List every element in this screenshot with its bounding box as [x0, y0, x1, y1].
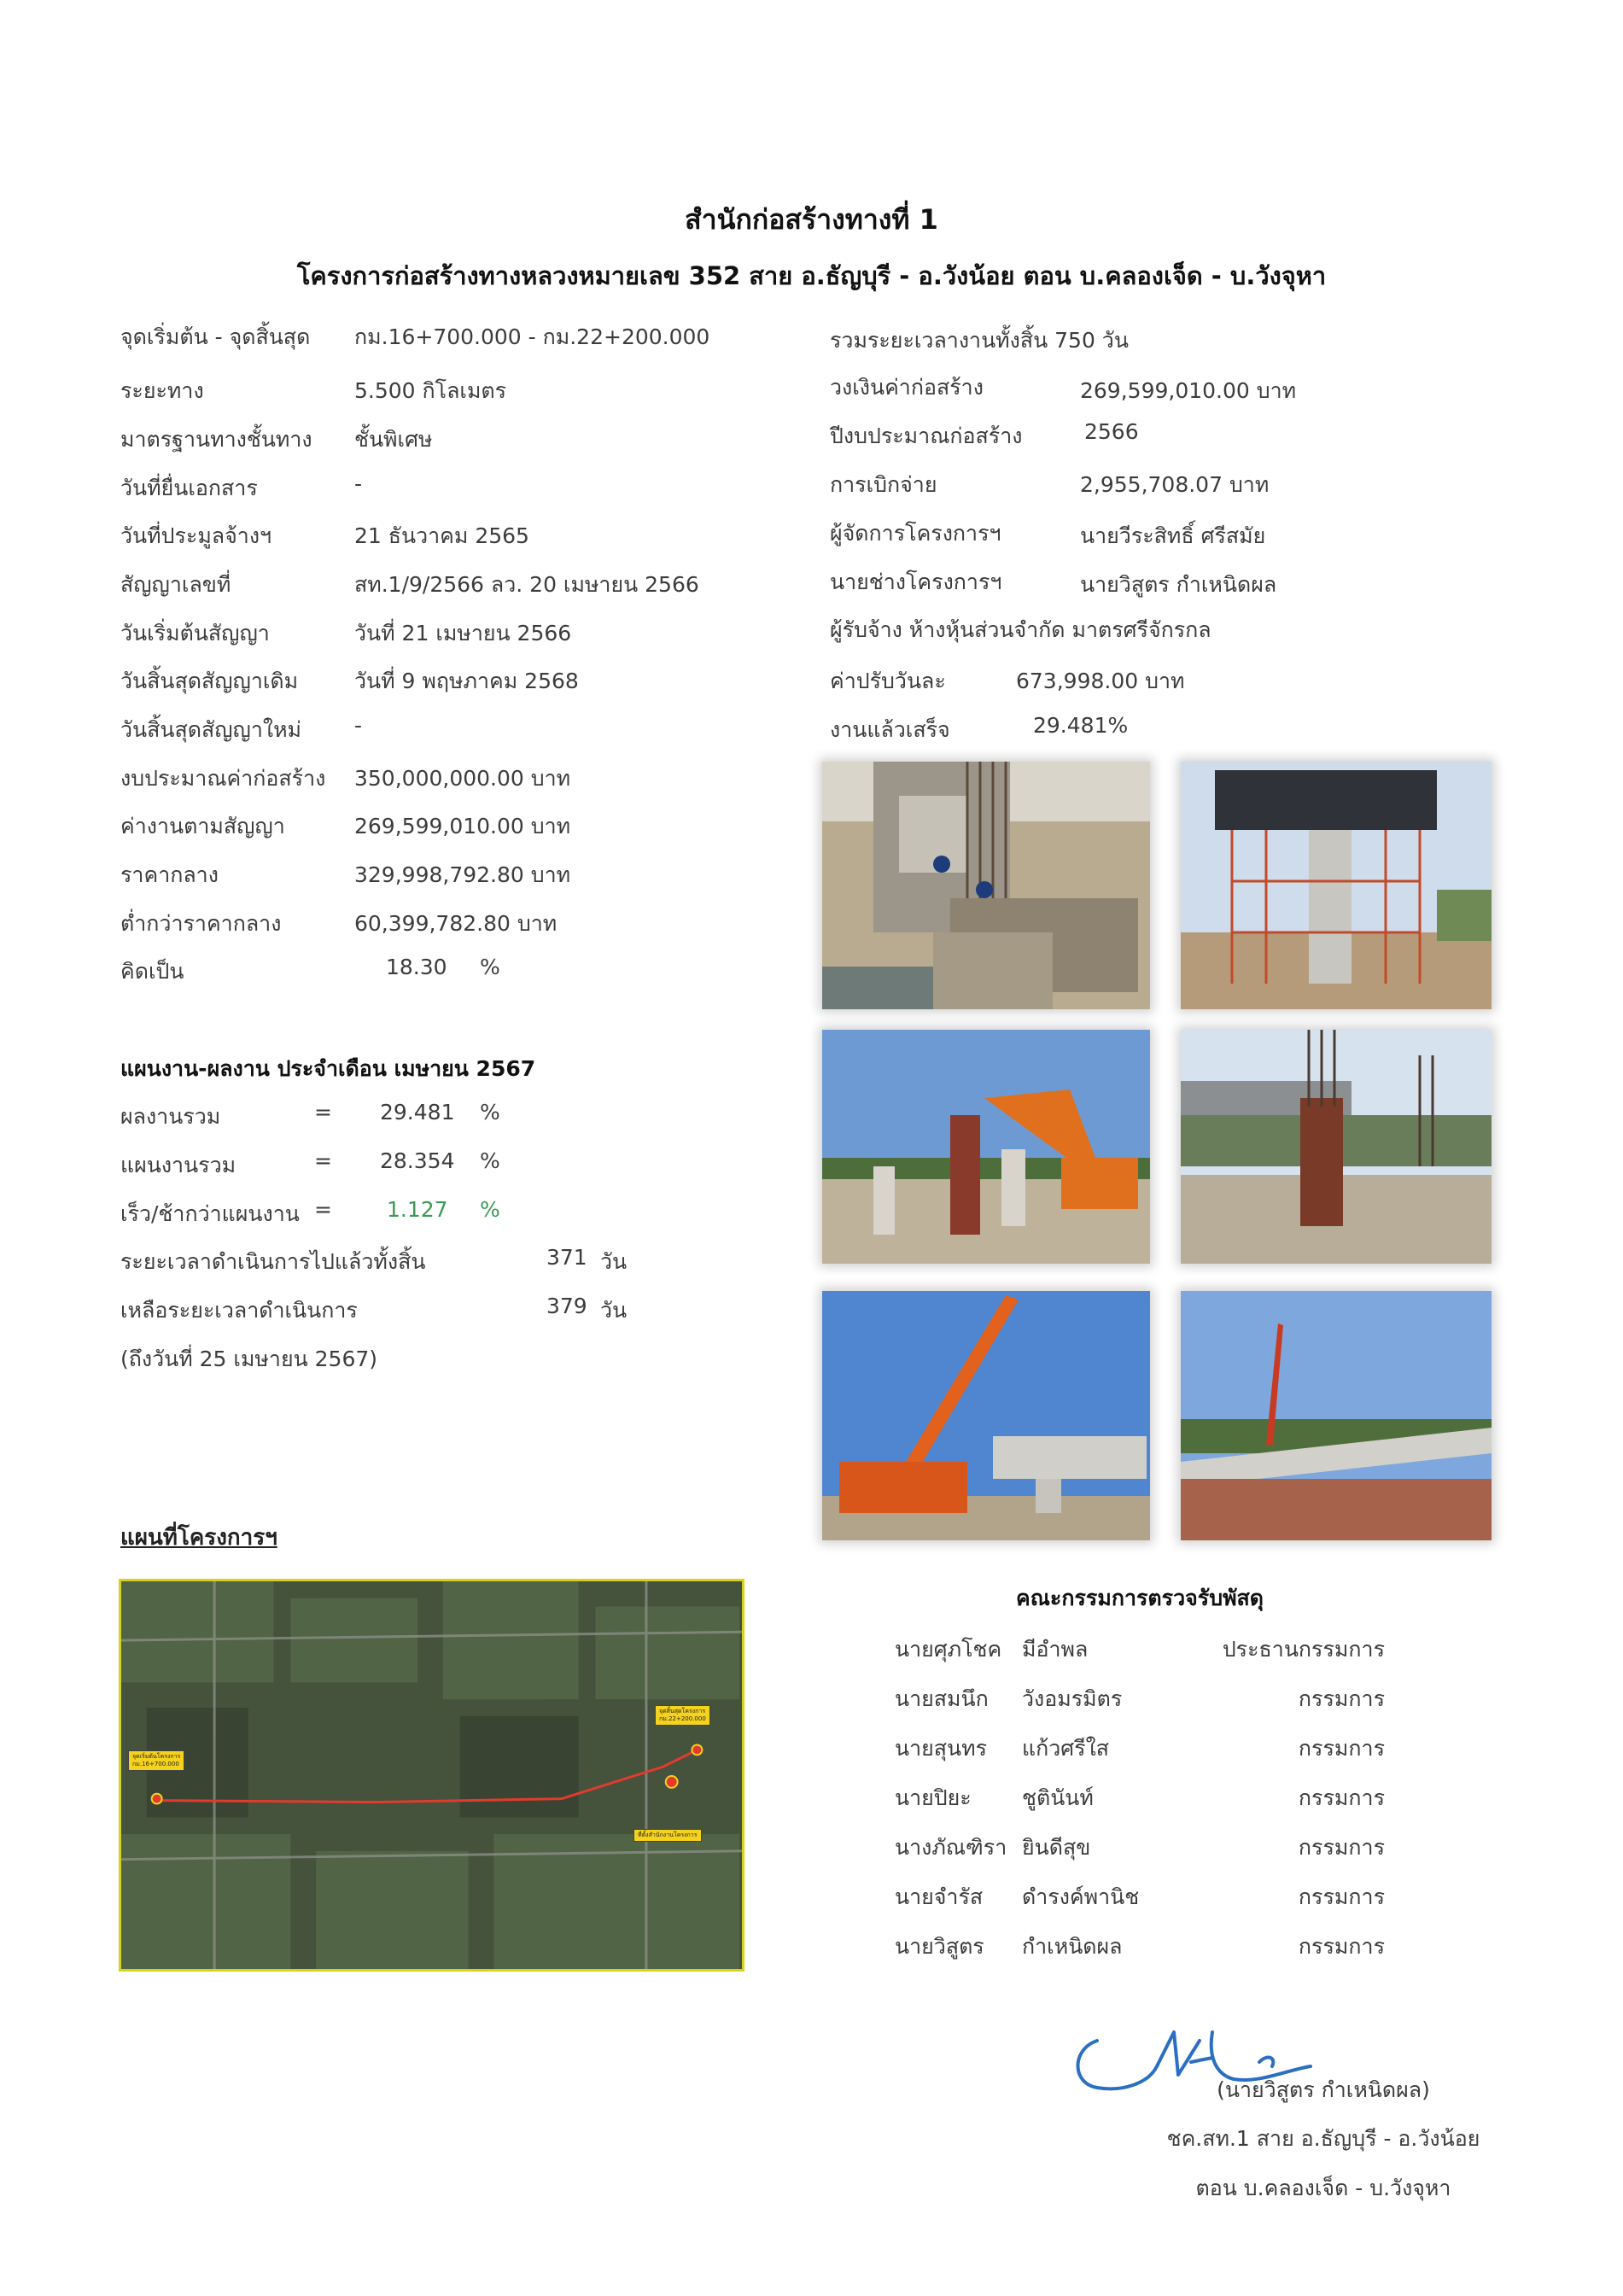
info-label: วันเริ่มต้นสัญญา [120, 621, 270, 646]
info-label: งบประมาณค่าก่อสร้าง [120, 766, 326, 791]
remaining-label: เหลือระยะเวลาดำเนินการ [120, 1298, 358, 1323]
progress-eq: = [314, 1148, 332, 1173]
info-value: ชั้นพิเศษ [354, 427, 433, 452]
info-label: ราคากลาง [120, 862, 219, 887]
remaining-value: 379 [546, 1294, 587, 1318]
photo-crane-lift [822, 1291, 1150, 1540]
info-value: 329,998,792.80 บาท [354, 862, 571, 887]
member-role: กรรมการ [1298, 1736, 1385, 1761]
right-info-label: ปีงบประมาณก่อสร้าง [830, 424, 1023, 448]
progress-title: แผนงาน-ผลงาน ประจำเดือน เมษายน 2567 [120, 1056, 536, 1081]
right-info-label: การเบิกจ่าย [830, 472, 937, 497]
map-end-label [655, 1705, 710, 1726]
right-info-value: 2,955,708.07 บาท [1080, 472, 1270, 497]
info-label: มาตรฐานทางชั้นทาง [120, 427, 312, 452]
percent-below-label: คิดเป็น [120, 959, 184, 984]
map-end-pin [692, 1744, 702, 1755]
map-start-pin [152, 1794, 162, 1804]
remaining-unit: วัน [600, 1298, 628, 1323]
info-label: วันสิ้นสุดสัญญาใหม่ [120, 717, 302, 742]
right-info-value: นายวิสูตร กำเหนิดผล [1080, 572, 1277, 597]
right-info-label: นายช่างโครงการฯ [830, 570, 1002, 594]
info-value: สท.1/9/2566 ลว. 20 เมษายน 2566 [354, 572, 699, 597]
info-value: 269,599,010.00 บาท [354, 814, 571, 838]
info-label: วันสิ้นสุดสัญญาเดิม [120, 669, 299, 693]
signatory-name: (นายวิสูตร กำเหนิดผล) [1217, 2077, 1430, 2102]
info-value: 21 ธันวาคม 2565 [354, 523, 529, 548]
progress-label: ผลงานรวม [120, 1104, 221, 1129]
signatory-position-2: ตอน บ.คลองเจ็ด - บ.วังจุหา [1195, 2176, 1451, 2200]
member-role: กรรมการ [1298, 1835, 1385, 1860]
signatory-position-1: ชค.สท.1 สาย อ.ธัญบุรี - อ.วังน้อย [1166, 2126, 1480, 2151]
member-name: นายจำรัส [895, 1884, 984, 1909]
member-surname: มีอำพล [1022, 1637, 1089, 1662]
map-end-label-line2: กม.22+200.000 [659, 1715, 706, 1722]
info-value: 60,399,782.80 บาท [354, 911, 558, 936]
member-role: กรรมการ [1298, 1785, 1385, 1810]
progress-eq: = [314, 1100, 332, 1125]
right-info-label: วงเงินค่าก่อสร้าง [830, 375, 984, 400]
info-value: - [354, 471, 363, 496]
map-title: แผนที่โครงการฯ [120, 1525, 277, 1551]
map-end-label-line1: จุดสิ้นสุดโครงการ [659, 1708, 706, 1715]
photo-concrete-pour [822, 762, 1150, 1009]
member-surname: ยินดีสุข [1022, 1835, 1091, 1860]
as-of-date: (ถึงวันที่ 25 เมษายน 2567) [120, 1347, 378, 1371]
member-surname: ดำรงค์พานิช [1022, 1884, 1140, 1909]
info-value: - [354, 713, 363, 738]
info-value: 350,000,000.00 บาท [354, 766, 571, 791]
info-label: ระยะทาง [120, 378, 204, 403]
member-name: นายวิสูตร [895, 1934, 984, 1959]
info-value: วันที่ 21 เมษายน 2566 [354, 621, 572, 646]
photo-excavator [822, 1030, 1150, 1264]
info-label: ค่างานตามสัญญา [120, 814, 285, 838]
member-name: นายสุนทร [895, 1736, 988, 1761]
fine-label: ค่าปรับวันละ [830, 669, 946, 693]
photo-bridge-deck [1181, 1291, 1492, 1540]
member-role: กรรมการ [1298, 1686, 1385, 1711]
member-surname: ชูตินันท์ [1022, 1785, 1094, 1810]
map-start-label-line1: จุดเริ่มต้นโครงการ [132, 1753, 181, 1760]
progress-eq: = [314, 1197, 332, 1222]
member-name: นายสมนึก [895, 1686, 989, 1711]
elapsed-value: 371 [546, 1245, 587, 1270]
project-title: โครงการก่อสร้างทางหลวงหมายเลข 352 สาย อ.ธัญบุรี - อ.วังน้อย ตอน บ.คลองเจ็ด - บ.วังจุหา [296, 261, 1327, 290]
done-value: 29.481% [1033, 713, 1129, 738]
info-label: วันที่ยื่นเอกสาร [120, 476, 258, 500]
info-value: 5.500 กิโลเมตร [354, 378, 507, 403]
info-label: จุดเริ่มต้น - จุดสิ้นสุด [120, 324, 311, 349]
progress-unit: % [480, 1148, 500, 1173]
map-start-label-line2: กม.16+700.000 [132, 1761, 179, 1767]
progress-ahead-value: 1.127 [387, 1197, 448, 1222]
office-title: สำนักก่อสร้างทางที่ 1 [685, 203, 938, 236]
project-map[interactable] [119, 1579, 744, 1972]
progress-ahead-unit: % [480, 1197, 500, 1222]
total-time: รวมระยะเวลางานทั้งสิ้น 750 วัน [830, 328, 1129, 353]
member-name: นายปิยะ [895, 1785, 972, 1810]
elapsed-unit: วัน [600, 1249, 628, 1274]
progress-value: 29.481 [380, 1100, 455, 1125]
map-start-label [128, 1750, 184, 1771]
progress-value: 28.354 [380, 1148, 455, 1173]
map-office-label: ที่ตั้งสำนักงานโครงการ [633, 1829, 702, 1842]
right-info-value: 2566 [1084, 419, 1139, 444]
percent-below-unit: % [480, 955, 500, 979]
member-surname: กำเหนิดผล [1022, 1934, 1123, 1959]
info-value: วันที่ 9 พฤษภาคม 2568 [354, 669, 579, 693]
committee-title: คณะกรรมการตรวจรับพัสดุ [1016, 1586, 1264, 1610]
progress-unit: % [480, 1100, 500, 1125]
info-value: กม.16+700.000 - กม.22+200.000 [354, 324, 710, 349]
map-office-pin [666, 1776, 678, 1788]
done-label: งานแล้วเสร็จ [830, 717, 950, 742]
member-role: ประธานกรรมการ [1222, 1637, 1385, 1662]
right-info-value: 269,599,010.00 บาท [1080, 378, 1297, 403]
progress-label: เร็ว/ช้ากว่าแผนงาน [120, 1201, 300, 1226]
percent-below-value: 18.30 [386, 955, 447, 979]
photo-pier-rebar [1181, 1030, 1492, 1264]
member-surname: วังอมรมิตร [1022, 1686, 1123, 1711]
info-label: ต่ำกว่าราคากลาง [120, 911, 282, 936]
member-role: กรรมการ [1298, 1934, 1385, 1959]
member-name: นางภัณฑิรา [895, 1835, 1007, 1860]
contractor: ผู้รับจ้าง ห้างหุ้นส่วนจำกัด มาตรศรีจักรกล [830, 617, 1211, 642]
photo-pier-cap-scaffold [1181, 762, 1492, 1009]
info-label: สัญญาเลขที่ [120, 572, 231, 597]
elapsed-label: ระยะเวลาดำเนินการไปแล้วทั้งสิ้น [120, 1249, 426, 1274]
right-info-label: ผู้จัดการโครงการฯ [830, 521, 1001, 546]
info-label: วันที่ประมูลจ้างฯ [120, 523, 272, 548]
fine-value: 673,998.00 บาท [1016, 669, 1185, 693]
right-info-value: นายวีระสิทธิ์ ศรีสมัย [1080, 523, 1266, 548]
member-surname: แก้วศรีใส [1022, 1736, 1110, 1761]
progress-label: แผนงานรวม [120, 1153, 236, 1177]
member-role: กรรมการ [1298, 1884, 1385, 1909]
member-name: นายศุภโชค [895, 1637, 1002, 1662]
